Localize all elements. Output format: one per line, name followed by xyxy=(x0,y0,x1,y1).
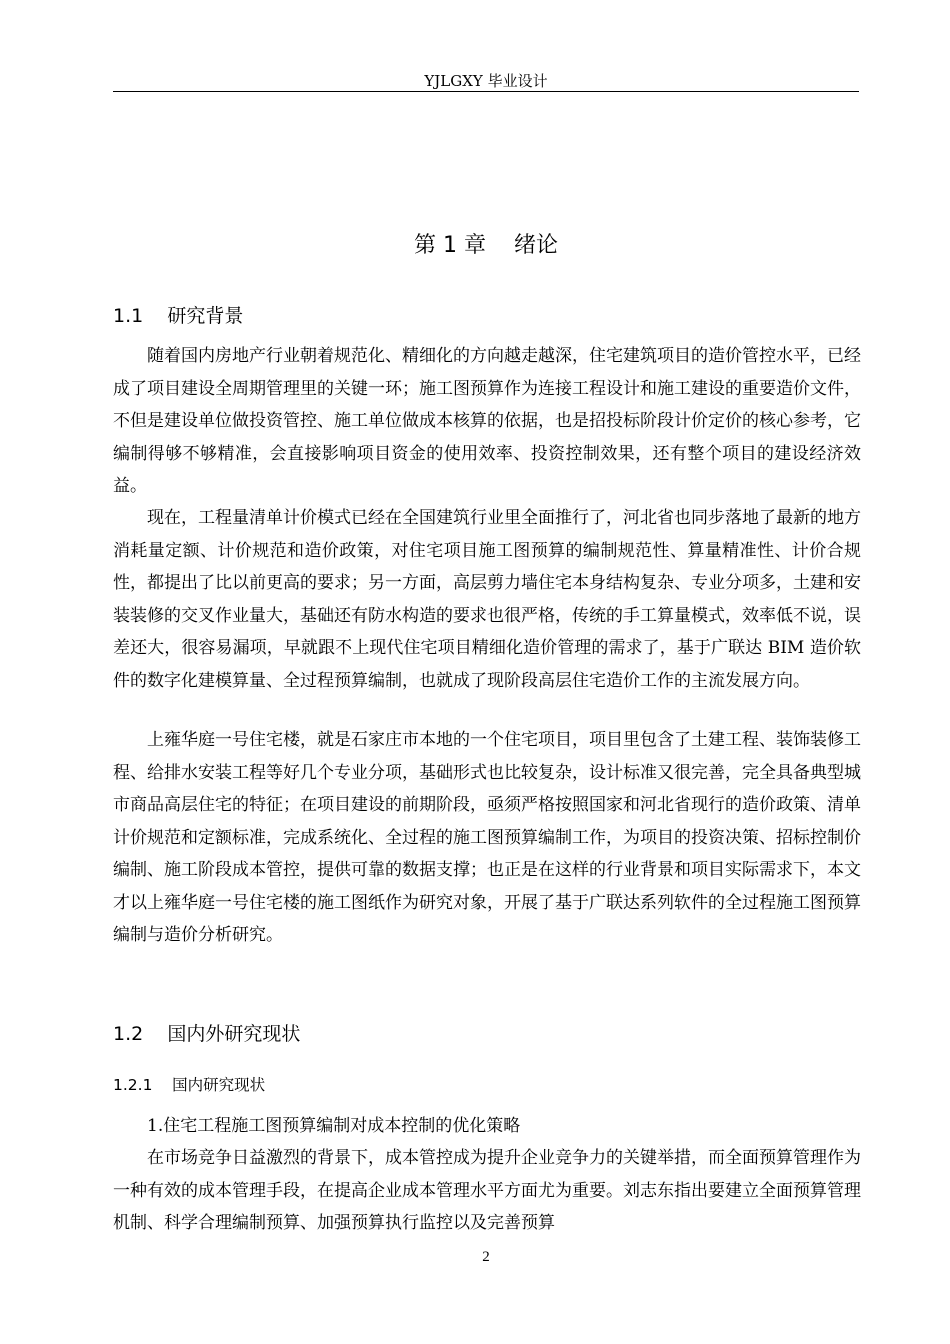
chapter-title: 第 1 章 绪论 xyxy=(414,233,558,258)
page-number: 2 xyxy=(482,1249,490,1265)
header-divider xyxy=(113,91,859,92)
paragraph-background-1: 随着国内房地产行业朝着规范化、精细化的方向越走越深，住宅建筑项目的造价管控水平，已经成了项目建设全周期管理里的关键一环；施工图预算作为连接工程设计和施工建设的重要造价文件，不但是建设单位做投资管控、施工单位做成本核算的依据，也是招投标阶段计价定价的核心参考，它编制得够不够精准，会直接影响项目资金的使用效率、投资控制效果，还有整个项目的建设经济效益。 xyxy=(113,346,861,496)
list-item-title: 1.住宅工程施工图预算编制对成本控制的优化策略 xyxy=(147,1116,521,1136)
section-heading-1-2: 1.2 国内外研究现状 xyxy=(113,1023,301,1045)
subsection-heading-1-2-1: 1.2.1 国内研究现状 xyxy=(113,1076,266,1094)
paragraph-background-3: 上雍华庭一号住宅楼，就是石家庄市本地的一个住宅项目，项目里包含了土建工程、装饰装修工程、给排水安装工程等好几个专业分项，基础形式也比较复杂，设计标准又很完善，完全具备典型城市商品高层住宅的特征；在项目建设的前期阶段，亟须严格按照国家和河北省现行的造价政策、清单计价规范和定额标准，完成系统化、全过程的施工图预算编制工作，为项目的投资决策、招标控制价编制、施工阶段成本管控，提供可靠的数据支撑；也正是在这样的行业背景和项目实际需求下，本文才以上雍华庭一号住宅楼的施工图纸作为研究对象，开展了基于广联达系列软件的全过程施工图预算编制与造价分析研究。 xyxy=(113,730,861,945)
paragraph-domestic-research: 在市场竞争日益激烈的背景下，成本管控成为提升企业竞争力的关键举措，而全面预算管理作为一种有效的成本管理手段，在提高企业成本管理水平方面尤为重要。刘志东指出要建立全面预算管理机制、科学合理编制预算、加强预算执行监控以及完善预算 xyxy=(113,1148,861,1233)
running-header: YJLGXY 毕业设计 xyxy=(424,72,548,90)
paragraph-background-2: 现在，工程量清单计价模式已经在全国建筑行业里全面推行了，河北省也同步落地了最新的地方消耗量定额、计价规范和造价政策，对住宅项目施工图预算的编制规范性、算量精准性、计价合规性，都提出了比以前更高的要求；另一方面，高层剪力墙住宅本身结构复杂、专业分项多，土建和安装装修的交叉作业量大，基础还有防水构造的要求也很严格，传统的手工算量模式，效率低不说，误差还大，很容易漏项，早就跟不上现代住宅项目精细化造价管理的需求了，基于广联达 BIM 造价软件的数字化建模算量、全过程预算编制，也就成了现阶段高层住宅造价工作的主流发展方向。 xyxy=(113,508,861,691)
section-heading-1-1: 1.1 研究背景 xyxy=(113,305,244,327)
